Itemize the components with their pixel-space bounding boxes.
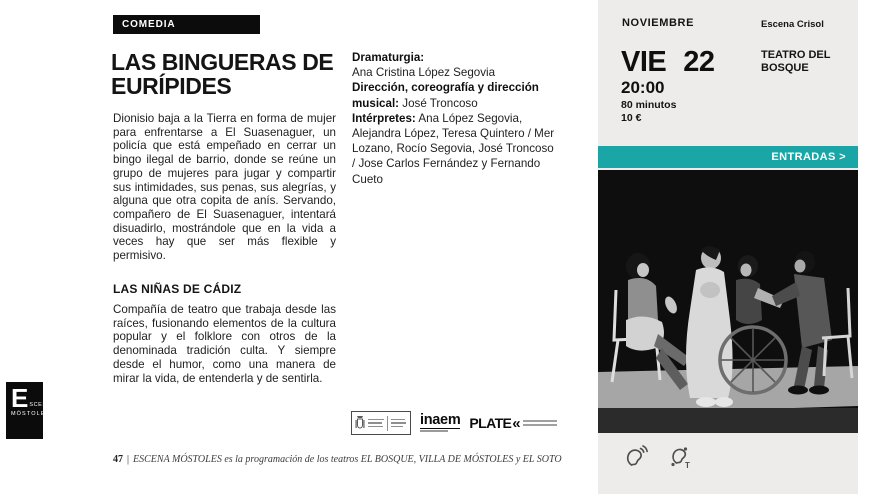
- credit-value: José Troncoso: [402, 96, 478, 110]
- company-paragraph: Compañía de teatro que trabaja desde las raíces, fusionando elementos de la cultura popular y el folklore con otros de la denominada tradición culta. Y siempre desde el humor, como una manera de mirar la vida, de entenderla y de sentirla.: [113, 303, 336, 385]
- credit-label: Intérpretes:: [352, 111, 416, 125]
- page-footer: [113, 454, 562, 465]
- platea-microtext: [523, 420, 557, 426]
- production-photo: [598, 170, 858, 433]
- credit-direccion: [352, 80, 558, 110]
- induction-loop-icon: [668, 444, 694, 470]
- page-number: 47: [113, 454, 123, 465]
- inaem-microtext: [420, 430, 448, 432]
- brand-letter: E: [11, 383, 29, 413]
- company-heading: LAS NIÑAS DE CÁDIZ: [113, 282, 242, 296]
- brand-rest: SCENA: [29, 402, 52, 408]
- footer-text: ESCENA MÓSTOLES es la programación de los teatros EL BOSQUE, VILLA DE MÓSTOLES y EL SOTO: [133, 454, 562, 465]
- svg-text:T: T: [685, 461, 690, 470]
- platea-wordmark: PLATE: [469, 415, 512, 431]
- tickets-button-label: ENTRADAS >: [771, 151, 846, 163]
- event-duration: 80 minutos: [621, 99, 677, 111]
- inaem-logo: [420, 414, 460, 432]
- tickets-button[interactable]: [598, 146, 858, 168]
- event-venue: TEATRO DEL BOSQUE: [761, 49, 831, 74]
- accessibility-icons: [624, 444, 694, 470]
- credits-block: [352, 50, 558, 187]
- event-day: [621, 46, 715, 79]
- show-title: LAS BINGUERAS DE EURÍPIDES: [111, 49, 334, 99]
- credit-value: Ana López Segovia, Alejandra López, Teresa Quintero / Mer Lozano, Rocío Segovia, José Troncoso / Jose Carlos Fernández y Fernando Cueto: [352, 111, 555, 186]
- hearing-support-icon: [624, 444, 650, 470]
- platea-chevrons-icon: «: [512, 414, 521, 432]
- event-day-label: VIE: [621, 46, 667, 78]
- gobierno-espana-logo: [351, 411, 411, 435]
- credit-label: Dramaturgia:: [352, 51, 425, 64]
- synopsis-paragraph: Dionisio baja a la Tierra en forma de mujer para enfrentarse a El Suasenaguer, un policía que está empeñado en cerrar un bingo ilegal de barrio, donde se reúne un grupo de mujeres para jugar y compartir sus intimidades, sus penas, sus alegrías, y alguna que otra copita de anís. Servando, compañero de El Suasenaguer, intentará disuadirlo, mostrándole que en la vida a veces hay que ser más flexible y permisivo.: [113, 112, 336, 263]
- brand-logo-top: [11, 383, 52, 413]
- gobierno-microtext: [368, 419, 384, 428]
- event-panel: [598, 0, 858, 494]
- event-month: NOVIEMBRE: [622, 17, 695, 29]
- credit-label: Dirección, coreografía y dirección musical:: [352, 81, 539, 110]
- credit-dramaturgia: [352, 50, 558, 80]
- inaem-wordmark: inaem: [420, 412, 461, 428]
- credit-interpretes: [352, 111, 558, 187]
- ministerio-microtext: [391, 419, 406, 428]
- event-time: 20:00: [621, 78, 665, 97]
- sponsor-logos: [351, 410, 557, 436]
- event-series: Escena Crisol: [761, 19, 824, 30]
- event-day-number: 22: [683, 46, 715, 78]
- brand-city: MÓSTOLES: [11, 411, 51, 417]
- footer-separator: |: [127, 454, 130, 465]
- credit-value: Ana Cristina López Segovia: [352, 66, 496, 80]
- event-price: 10 €: [621, 112, 642, 124]
- escena-mostoles-logo: [6, 382, 52, 439]
- logo-divider: [387, 416, 388, 431]
- platea-logo: [469, 415, 556, 432]
- genre-badge: COMEDIA: [113, 15, 260, 34]
- spain-coat-of-arms-icon: [355, 415, 365, 431]
